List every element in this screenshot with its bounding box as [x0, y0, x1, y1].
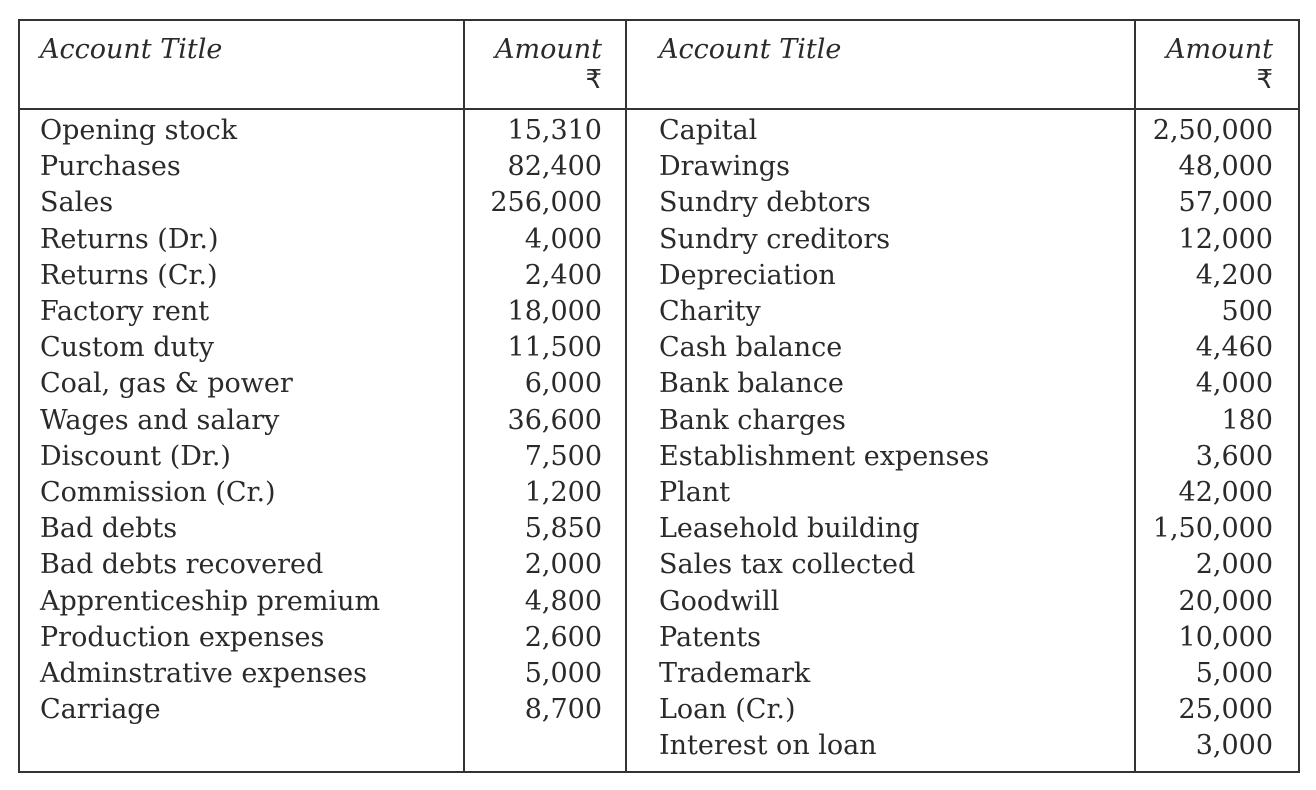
left-row-amount: 8,700 — [524, 694, 602, 726]
left-row-title: Returns (Dr.) — [40, 223, 219, 255]
left-row-amount: 2,400 — [524, 259, 602, 291]
left-row-title: Opening stock — [40, 115, 238, 146]
column-divider-middle — [625, 21, 627, 771]
right-row-amount: 10,000 — [1178, 621, 1273, 653]
right-row-amount: 5,000 — [1195, 658, 1273, 689]
right-row-amount: 4,460 — [1195, 332, 1273, 364]
rupee-icon: ₹ — [1256, 65, 1273, 95]
right-row-amount: 12,000 — [1178, 223, 1273, 255]
left-row-amount: 18,000 — [507, 296, 602, 327]
column-divider-left-amount — [463, 21, 465, 771]
right-row-title: Plant — [659, 477, 731, 508]
left-row-title: Apprenticeship premium — [40, 585, 381, 617]
right-row-amount: 48,000 — [1178, 151, 1273, 183]
left-row-title: Returns (Cr.) — [40, 259, 218, 291]
left-row-amount: 15,310 — [507, 115, 602, 146]
left-row-amount: 7,500 — [524, 440, 602, 472]
left-row-title: Bad debts — [40, 513, 178, 545]
left-row-title: Bad debts recovered — [40, 549, 324, 581]
header-right-amount — [1139, 35, 1273, 95]
header-left-amount-label: Amount — [495, 34, 602, 65]
left-row-title: Sales — [40, 187, 114, 219]
right-row-amount: 180 — [1221, 404, 1273, 436]
right-row-amount: 1,50,000 — [1152, 513, 1273, 545]
left-row-title: Purchases — [40, 151, 181, 183]
rupee-icon: ₹ — [585, 65, 602, 95]
left-row-amount: 36,600 — [507, 404, 602, 436]
right-row-amount: 4,000 — [1195, 368, 1273, 400]
right-row-amount: 42,000 — [1178, 477, 1273, 508]
left-row-title: Adminstrative expenses — [40, 658, 367, 689]
right-row-title: Cash balance — [659, 332, 843, 364]
left-row-title: Production expenses — [40, 621, 325, 653]
left-row-amount: 5,000 — [524, 658, 602, 689]
right-row-title: Drawings — [659, 151, 790, 183]
right-row-title: Establishment expenses — [659, 440, 990, 472]
left-row-amount: 2,000 — [524, 549, 602, 581]
left-row-amount: 4,000 — [524, 223, 602, 255]
right-row-title: Goodwill — [659, 585, 780, 617]
right-row-title: Sundry debtors — [659, 187, 871, 219]
left-row-amount: 6,000 — [524, 368, 602, 400]
left-row-title: Factory rent — [40, 296, 210, 327]
left-row-title: Commission (Cr.) — [40, 477, 276, 508]
right-row-title: Depreciation — [659, 259, 836, 291]
column-divider-right-amount — [1134, 21, 1136, 771]
left-row-title: Wages and salary — [40, 404, 280, 436]
right-row-title: Interest on loan — [659, 730, 877, 762]
header-right-account-title: Account Title — [659, 34, 842, 65]
right-row-title: Patents — [659, 621, 761, 653]
right-row-title: Leasehold building — [659, 513, 920, 545]
right-row-amount: 3,600 — [1195, 440, 1273, 472]
right-row-title: Bank balance — [659, 368, 844, 400]
left-row-title: Custom duty — [40, 332, 214, 364]
right-row-amount: 20,000 — [1178, 585, 1273, 617]
header-left-account-title: Account Title — [40, 34, 223, 65]
left-row-amount: 2,600 — [524, 621, 602, 653]
left-row-amount: 4,800 — [524, 585, 602, 617]
right-row-amount: 57,000 — [1178, 187, 1273, 219]
header-right-amount-label: Amount — [1166, 34, 1273, 65]
trial-balance-table — [18, 19, 1300, 773]
left-row-title: Carriage — [40, 694, 161, 726]
header-left-amount — [468, 35, 602, 95]
right-row-title: Capital — [659, 115, 758, 146]
left-row-amount: 5,850 — [524, 513, 602, 545]
right-row-amount: 2,000 — [1195, 549, 1273, 581]
left-row-amount: 256,000 — [490, 187, 602, 219]
right-row-title: Sales tax collected — [659, 549, 916, 581]
right-row-amount: 500 — [1221, 296, 1273, 327]
left-row-amount: 1,200 — [524, 477, 602, 508]
left-row-amount: 82,400 — [507, 151, 602, 183]
right-row-title: Trademark — [659, 658, 811, 689]
header-rule — [20, 108, 1298, 110]
right-row-title: Charity — [659, 296, 761, 327]
right-row-title: Loan (Cr.) — [659, 694, 796, 726]
right-row-title: Bank charges — [659, 404, 846, 436]
left-row-title: Coal, gas & power — [40, 368, 293, 400]
right-row-amount: 4,200 — [1195, 259, 1273, 291]
left-row-amount: 11,500 — [507, 332, 602, 364]
right-row-amount: 25,000 — [1178, 694, 1273, 726]
right-row-amount: 3,000 — [1195, 730, 1273, 762]
left-row-title: Discount (Dr.) — [40, 440, 231, 472]
right-row-amount: 2,50,000 — [1152, 115, 1273, 146]
right-row-title: Sundry creditors — [659, 223, 891, 255]
